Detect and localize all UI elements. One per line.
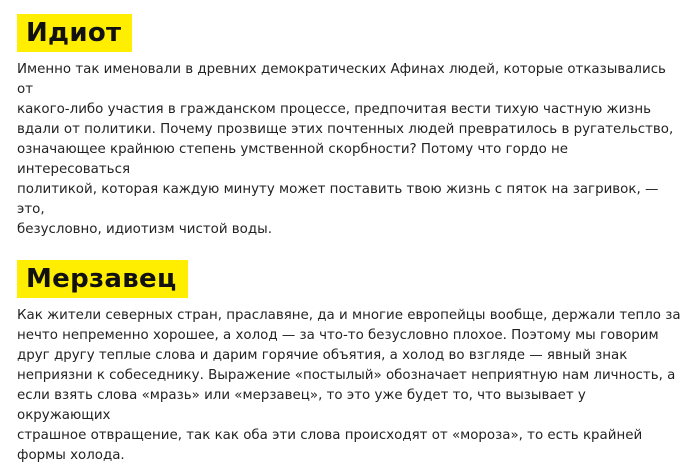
entry-idiot: [17, 14, 682, 240]
section-heading: Мерзавец: [17, 260, 188, 298]
entry-merzavets: [17, 260, 682, 466]
section-text: Как жители северных стран, праславяне, да и многие европейцы вообще, держали тепло за нечто непременно хорошее, а холод — за что-то безусловно плохое. Поэтому мы говорим друг другу теплые слова и дарим горячие объятия, а холод во взгляде — явный знак неприязни к собеседнику. Выражение «постылый» обозначает неприятную нам личность, а если взять слова «мразь» или «мерзавец», то это уже будет то, что вызывает у окружающих страшное отвращение, так как оба эти слова происходят от «мороза», то есть крайней формы холода.: [17, 308, 681, 463]
section-heading: Идиот: [17, 14, 132, 52]
section-text: Именно так именовали в древних демократических Афинах людей, которые отказывались от какого-либо участия в гражданском процессе, предпочитая вести тихую частную жизнь вдали от политики. Почему прозвище этих почтенных людей превратилось в ругательство, означающее крайнюю степень умственной скорбности? Потому что гордо не интересоваться политикой, которая каждую минуту может поставить твою жизнь с пяток на загривок, — это, безусловно, идиотизм чистой воды.: [17, 62, 674, 237]
